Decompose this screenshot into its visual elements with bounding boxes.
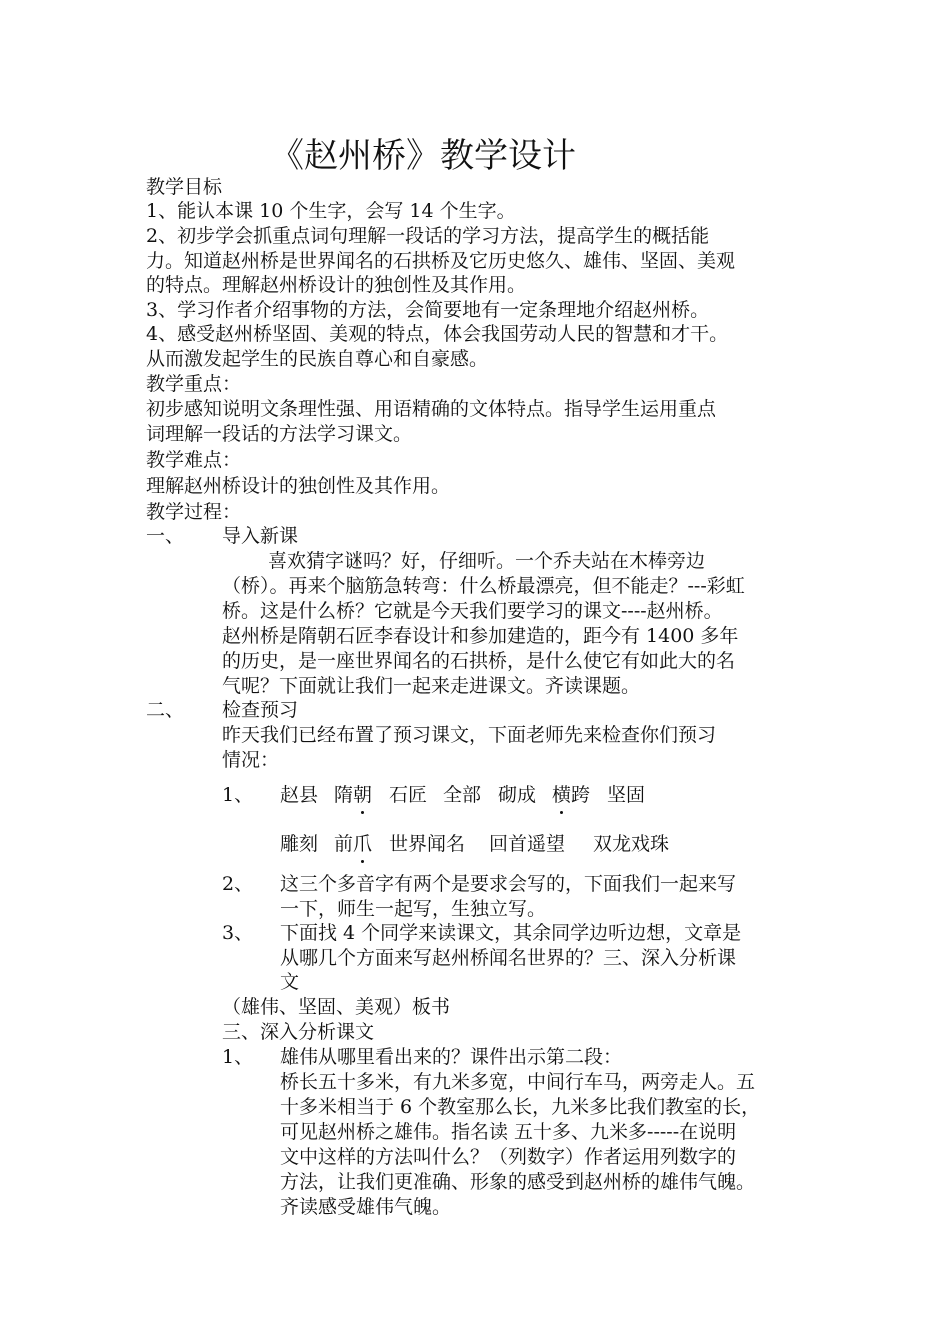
section-number: 一、 [146, 525, 185, 547]
section-line: 的历史，是一座世界闻名的石拱桥，是什么使它有如此大的名 [222, 650, 736, 672]
vocab-word: 砌成 [498, 784, 537, 806]
objective-line: 力。知道赵州桥是世界闻名的石拱桥及它历史悠久、雄伟、坚固、美观 [146, 250, 736, 272]
item-line: 齐读感受雄伟气魄。 [280, 1196, 452, 1218]
key-points-line: 初步感知说明文条理性强、用语精确的文体特点。指导学生运用重点 [146, 398, 717, 420]
section-line: （桥）。再来个脑筋急转弯：什么桥最漂亮，但不能走？---彩虹 [222, 575, 745, 597]
item-line: 方法，让我们更准确、形象的感受到赵州桥的雄伟气魄。 [280, 1171, 756, 1193]
objective-line: 2、初步学会抓重点词句理解一段话的学习方法，提高学生的概括能 [146, 225, 710, 247]
section-line: 喜欢猜字谜吗？好，仔细听。一个乔夫站在木棒旁边 [268, 550, 706, 572]
vocab-word: 双龙戏珠 [593, 833, 670, 855]
vocab-word: 赵县 [280, 784, 319, 806]
vocab-char: 跨 [571, 784, 591, 806]
section-line: 情况： [222, 749, 280, 771]
item-line: 雄伟从哪里看出来的？课件出示第二段： [280, 1046, 623, 1068]
section-title: 检查预习 [222, 699, 299, 721]
pronunciation-dot: 朝 [353, 784, 373, 806]
section-title: 三、深入分析课文 [222, 1021, 375, 1043]
item-line: 桥长五十多米，有九米多宽，中间行车马，两旁走人。五 [280, 1071, 756, 1093]
item-number: 3、 [222, 922, 254, 944]
objective-line: 1、能认本课 10 个生字，会写 14 个生字。 [146, 200, 516, 222]
vocab-word [334, 832, 372, 856]
vocab-word: 全部 [443, 784, 482, 806]
item-line: 这三个多音字有两个是要求会写的，下面我们一起来写 [280, 873, 737, 895]
key-points-line: 词理解一段话的方法学习课文。 [146, 423, 413, 445]
item-number: 1、 [222, 1046, 254, 1068]
item-line: 文 [280, 971, 300, 993]
vocab-word: 石匠 [389, 784, 428, 806]
pronunciation-dot: 横 [552, 784, 572, 806]
objectives-heading: 教学目标 [146, 176, 223, 198]
item-number: 2、 [222, 873, 254, 895]
vocab-word: 坚固 [607, 784, 646, 806]
difficulties-line: 理解赵州桥设计的独创性及其作用。 [146, 475, 451, 497]
item-line: 十多米相当于 6 个教室那么长，九米多比我们教室的长， [280, 1096, 761, 1118]
section-title: 导入新课 [222, 525, 299, 547]
objective-line: 从而激发起学生的民族自尊心和自豪感。 [146, 348, 489, 370]
vocab-word: 回首遥望 [489, 833, 566, 855]
vocab-word [552, 783, 590, 807]
vocab-word: 雕刻 [280, 833, 319, 855]
section-line: 昨天我们已经布置了预习课文，下面老师先来检查你们预习 [222, 724, 717, 746]
pronunciation-dot: 爪 [353, 833, 373, 855]
item-line: 下面找 4 个同学来读课文，其余同学边听边想，文章是 [280, 922, 742, 944]
objective-line: 的特点。理解赵州桥设计的独创性及其作用。 [146, 274, 527, 296]
document-title: 《赵州桥》教学设计 [270, 136, 576, 176]
key-points-heading: 教学重点： [146, 373, 242, 395]
objective-line: 3、学习作者介绍事物的方法，会简要地有一定条理地介绍赵州桥。 [146, 299, 710, 321]
objective-line: 4、感受赵州桥坚固、美观的特点，体会我国劳动人民的智慧和才干。 [146, 323, 729, 345]
section-line: 赵州桥是隋朝石匠李春设计和参加建造的，距今有 1400 多年 [222, 625, 739, 647]
item-number: 1、 [222, 784, 254, 806]
item-line: 一下，师生一起写，生独立写。 [280, 898, 547, 920]
process-heading: 教学过程： [146, 501, 242, 523]
board-note: （雄伟、坚固、美观）板书 [222, 996, 451, 1018]
item-line: 文中这样的方法叫什么？（列数字）作者运用列数字的 [280, 1146, 737, 1168]
item-line: 从哪几个方面来写赵州桥闻名世界的？三、深入分析课 [280, 947, 737, 969]
section-line: 气呢？下面就让我们一起来走进课文。齐读课题。 [222, 675, 641, 697]
section-line: 桥。这是什么桥？它就是今天我们要学习的课文----赵州桥。 [222, 600, 723, 622]
vocab-word [334, 783, 372, 807]
difficulties-heading: 教学难点： [146, 449, 242, 471]
section-number: 二、 [146, 699, 185, 721]
vocab-word: 世界闻名 [389, 833, 466, 855]
vocab-char: 前 [334, 833, 354, 855]
item-line: 可见赵州桥之雄伟。指名读 五十多、九米多-----在说明 [280, 1121, 737, 1143]
vocab-char: 隋 [334, 784, 354, 806]
